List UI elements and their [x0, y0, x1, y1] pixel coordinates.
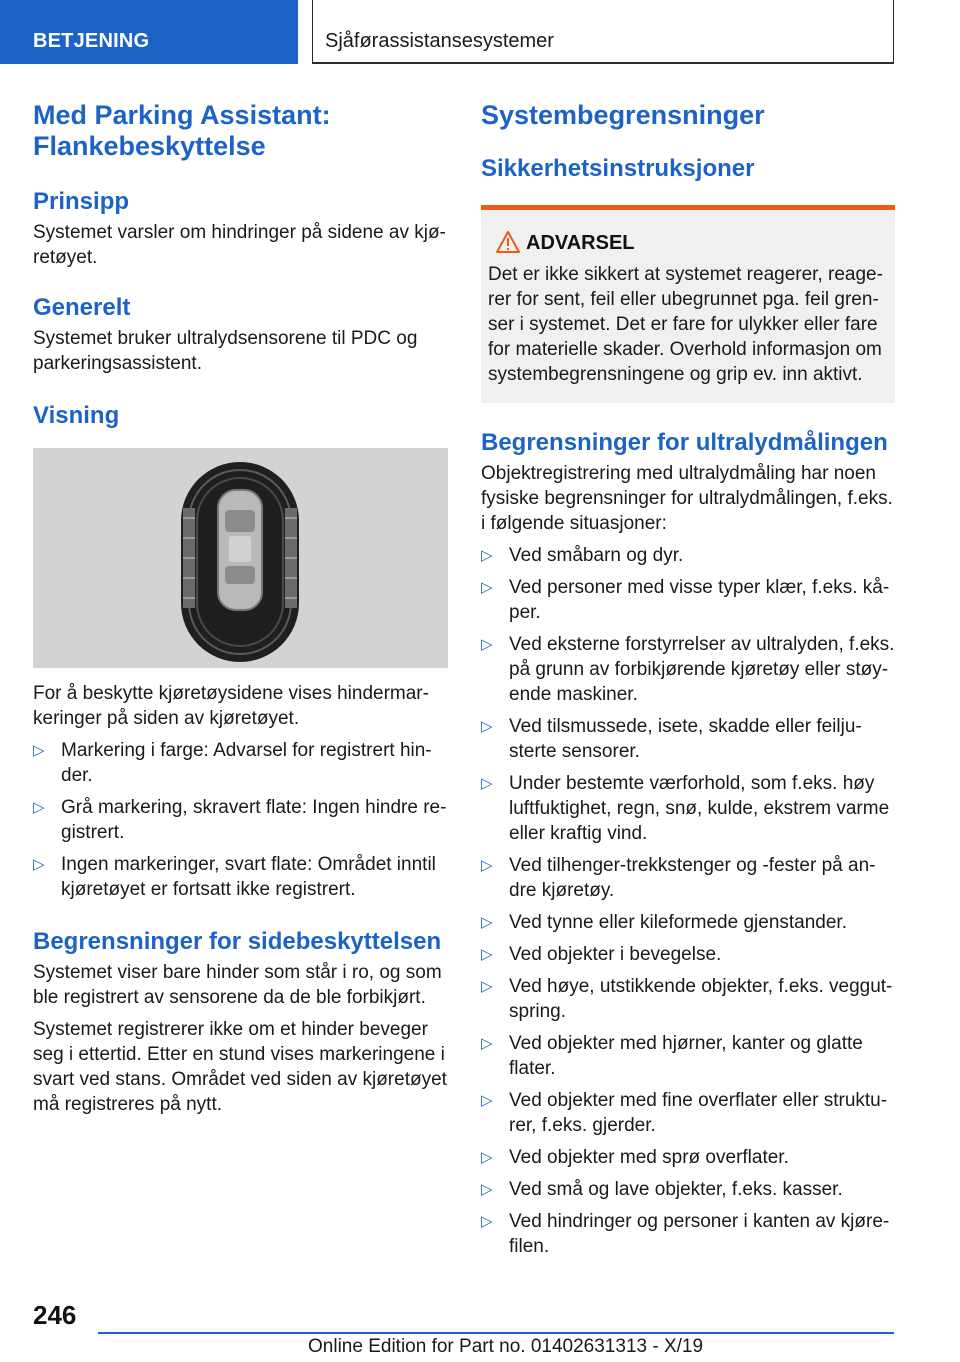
prinsipp-text: Systemet varsler om hindringer på sidene av kjø-retøyet. [33, 222, 446, 268]
safety-heading: Sikkerhetsinstruksjoner [481, 155, 755, 182]
triangle-bullet-icon: ▷ [481, 946, 493, 963]
triangle-bullet-icon: ▷ [33, 799, 45, 816]
begrensninger-side-text2: Systemet registrerer ikke om et hinder beveger seg i ettertid. Etter en stund vises markeringene i svart ved stans. Området ved siden av kjøretøyet må registreres på nytt. [33, 1019, 447, 1115]
triangle-bullet-icon: ▷ [481, 1181, 493, 1198]
triangle-bullet-icon: ▷ [33, 856, 45, 873]
warning-text: Det er ikke sikkert at systemet reagerer, reage-rer for sent, feil eller ubegrunnet pga. feil gren-ser i systemet. Det er fare for ulykker eller fare for materielle skader. Overhold informasjon om systembegrensningene og grip ev. inn aktivt. [488, 264, 883, 385]
list-item: ▷ Ved eksterne forstyrrelser av ultralyden, f.eks. på grunn av forbikjørende kjøretøy eller støy-ende maskiner. [481, 634, 895, 705]
triangle-bullet-icon: ▷ [481, 1149, 493, 1166]
list-item: ▷ Ved høye, utstikkende objekter, f.eks. veggut-spring. [481, 976, 893, 1022]
triangle-bullet-icon: ▷ [481, 1035, 493, 1052]
triangle-bullet-icon: ▷ [481, 914, 493, 931]
visning-text: For å beskytte kjøretøysidene vises hindermar-keringer på siden av kjøretøyet. [33, 683, 429, 729]
list-item: ▷ Under bestemte værforhold, som f.eks. høy luftfuktighet, regn, snø, kulde, ekstrem varme eller kraftig vind. [481, 773, 890, 844]
triangle-bullet-icon: ▷ [481, 547, 493, 564]
list-item: ▷ Ved personer med visse typer klær, f.eks. kå-per. [481, 577, 890, 623]
visning-heading: Visning [33, 402, 120, 429]
page-header [0, 0, 960, 66]
list-item: ▷ Ved små og lave objekter, f.eks. kasser. [481, 1179, 843, 1200]
triangle-bullet-icon: ▷ [481, 1213, 493, 1230]
section-tab [0, 0, 298, 64]
warning-triangle-icon [496, 231, 520, 253]
triangle-bullet-icon: ▷ [481, 636, 493, 653]
topic-label: Sjåførassistansesystemer [325, 30, 554, 52]
generelt-text: Systemet bruker ultralydsensorene til PDC og parkeringsassistent. [33, 328, 418, 374]
triangle-bullet-icon: ▷ [481, 579, 493, 596]
left-column [33, 100, 448, 1117]
footer-divider [98, 1332, 894, 1334]
list-item: ▷ Ved tilhenger-trekkstenger og -fester på an-dre kjøretøy. [481, 855, 876, 901]
triangle-bullet-icon: ▷ [481, 1092, 493, 1109]
triangle-bullet-icon: ▷ [481, 978, 493, 995]
warning-title: ADVARSEL [488, 228, 888, 258]
list-item: ▷ Ved objekter i bevegelse. [481, 944, 722, 965]
parking-display-figure [33, 448, 448, 668]
list-item: ▷ Ved objekter med fine overflater eller struktu-rer, f.eks. gjerder. [481, 1090, 888, 1136]
list-item: ▷ Ved objekter med sprø overflater. [481, 1147, 789, 1168]
begrensninger-side-text1: Systemet viser bare hinder som står i ro, og som ble registrert av sensorene da de ble forbikjørt. [33, 962, 442, 1008]
list-item: ▷ Ved objekter med hjørner, kanter og glatte flater. [481, 1033, 863, 1079]
ultra-list [481, 543, 895, 1259]
list-item: ▷ Ingen markeringer, svart flate: Området inntil kjøretøyet er fortsatt ikke registrert. [33, 854, 436, 900]
list-item: ▷ Grå markering, skravert flate: Ingen hindre re-gistrert. [33, 797, 447, 843]
triangle-bullet-icon: ▷ [33, 742, 45, 759]
prinsipp-heading: Prinsipp [33, 188, 130, 215]
list-item: ▷ Markering i farge: Advarsel for registrert hin-der. [33, 740, 432, 786]
list-item: ▷ Ved tynne eller kileformede gjenstander. [481, 912, 847, 933]
list-item: ▷ Ved tilsmussede, isete, skadde eller feilju-sterte sensorer. [481, 716, 862, 762]
page-number: 246 [33, 1300, 77, 1330]
car-top-view-icon [33, 448, 448, 668]
edition-text: Online Edition for Part no. 01402631313 - X/19 [308, 1336, 704, 1357]
section-label: BETJENING [33, 30, 150, 52]
begrensninger-side-heading: Begrensninger for sidebeskyttelsen [33, 928, 442, 955]
triangle-bullet-icon: ▷ [481, 857, 493, 874]
list-item: ▷ Ved hindringer og personer i kanten av kjøre-filen. [481, 1211, 890, 1257]
generelt-heading: Generelt [33, 294, 131, 321]
right-column [481, 100, 895, 1266]
visning-list [33, 738, 448, 902]
warning-box [481, 205, 895, 403]
section-title: Med Parking Assistant: Flankebeskyttelse [33, 100, 331, 161]
ultra-heading: Begrensninger for ultralydmålingen [481, 429, 888, 456]
ultra-text: Objektregistrering med ultralydmåling har noen fysiske begrensninger for ultralydmålingen, f.eks. i følgende situasjoner: [481, 463, 893, 534]
topic-tab [312, 0, 894, 64]
systembegrensninger-title: Systembegrensninger [481, 100, 765, 130]
triangle-bullet-icon: ▷ [481, 718, 493, 735]
triangle-bullet-icon: ▷ [481, 775, 493, 792]
list-item: ▷ Ved småbarn og dyr. [481, 545, 684, 566]
